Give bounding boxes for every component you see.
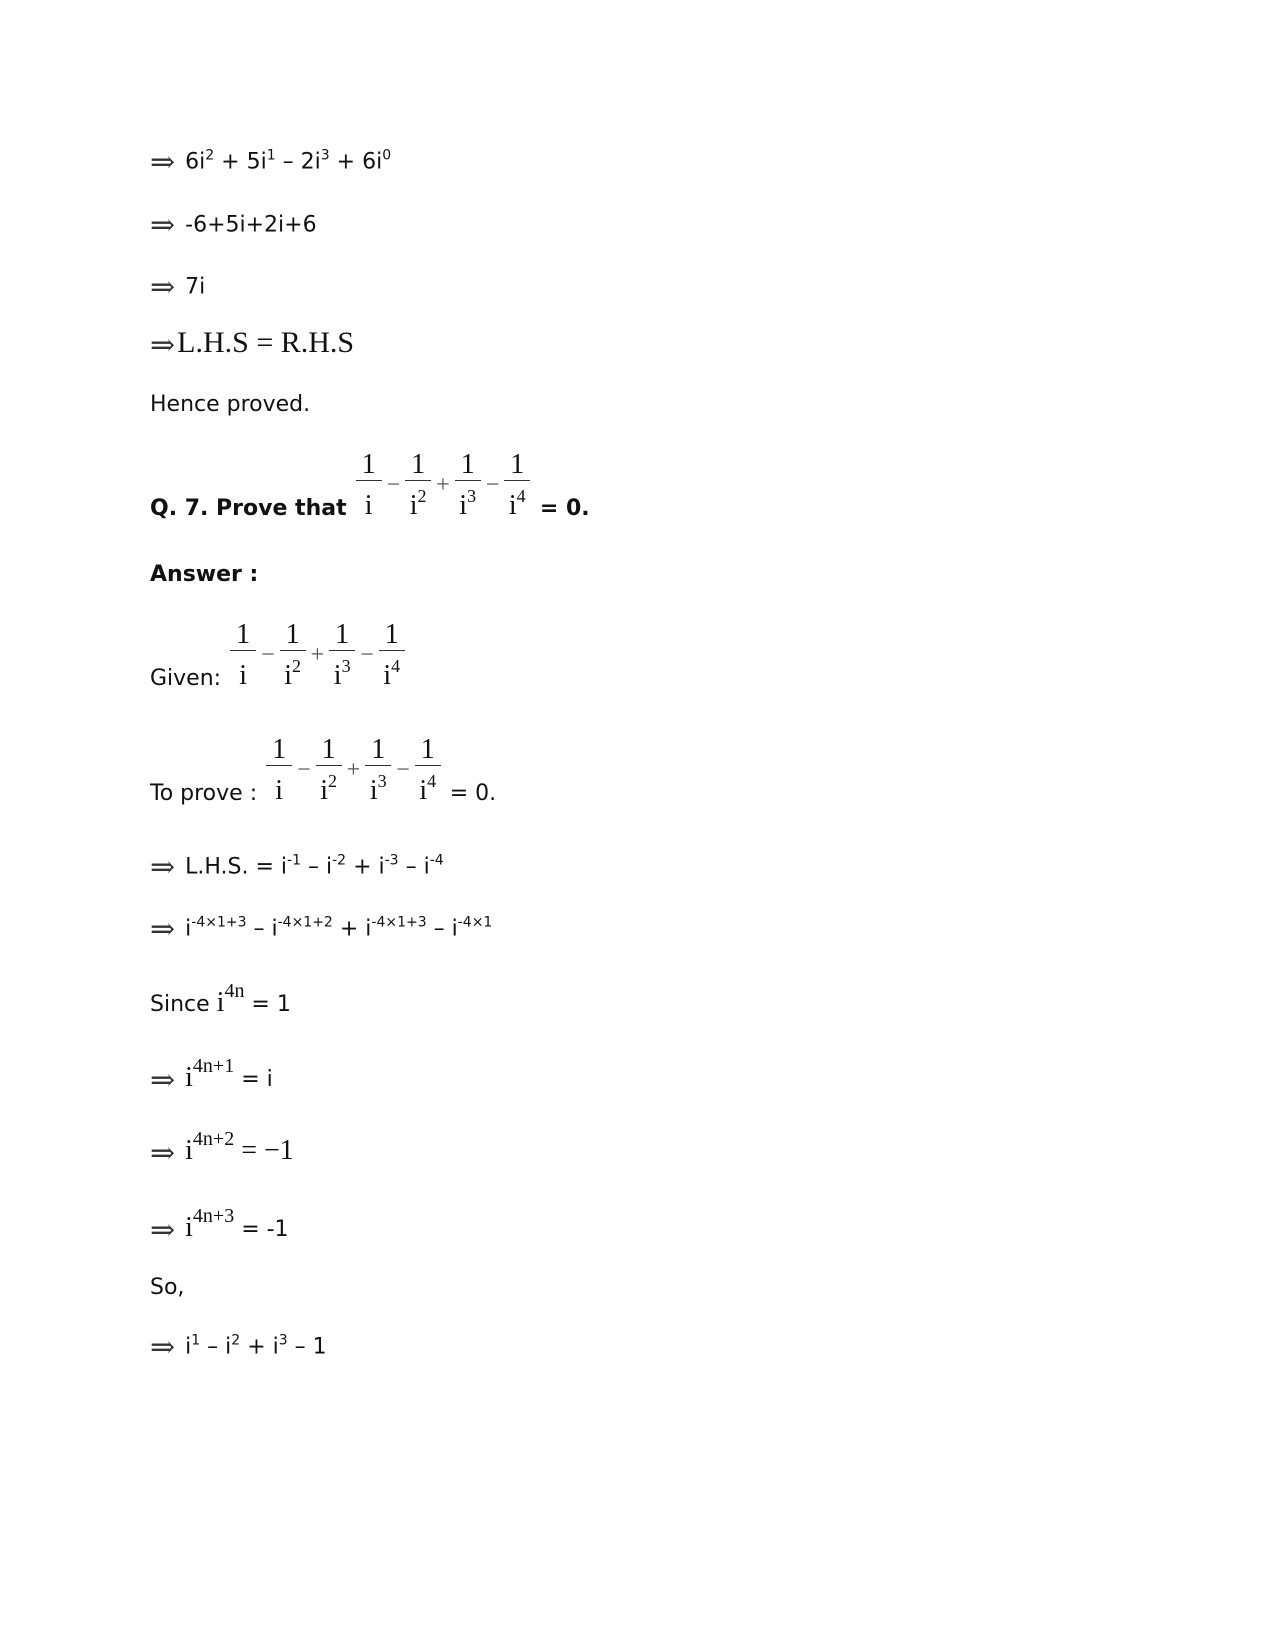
t: 2	[417, 486, 427, 506]
denominator	[239, 651, 247, 691]
t: i	[216, 987, 225, 1018]
numerator: 1	[379, 620, 405, 651]
t: 4n+3	[192, 1205, 235, 1227]
t: 3	[467, 486, 477, 506]
fraction	[266, 735, 292, 806]
t: -4×1+2	[277, 914, 333, 931]
implies-icon: ⇒	[150, 1212, 176, 1248]
rule-4n-plus-2	[150, 1128, 294, 1171]
t: 2	[328, 771, 338, 791]
denominator	[370, 766, 387, 806]
final-line	[150, 1330, 327, 1365]
operator: −	[386, 472, 401, 498]
t: To prove :	[150, 781, 258, 806]
step-line-4	[150, 326, 354, 363]
t: 0	[382, 147, 392, 164]
t: -4×1	[457, 914, 493, 931]
numerator: 1	[504, 450, 530, 481]
fraction	[316, 735, 342, 806]
t: Q. 7. Prove that	[150, 496, 347, 521]
operator: −	[261, 642, 275, 668]
fraction	[230, 620, 256, 691]
hence-proved: Hence proved.	[150, 392, 311, 417]
fraction	[356, 450, 382, 521]
so-label: So,	[150, 1275, 185, 1300]
implies-icon: ⇒	[150, 145, 176, 180]
fraction	[455, 450, 481, 521]
t: – i	[426, 916, 458, 942]
fraction-expression	[264, 735, 443, 806]
denominator	[383, 651, 400, 691]
fraction	[329, 620, 355, 691]
t: i	[185, 1135, 193, 1166]
t: 4	[391, 656, 401, 676]
t: + 5i	[214, 149, 267, 175]
question-7	[150, 450, 590, 521]
t: = 0.	[442, 781, 497, 806]
implies-icon: ⇒	[150, 912, 176, 947]
t: i	[239, 660, 247, 691]
t: + i	[332, 916, 372, 942]
fraction	[280, 620, 306, 691]
t: L.H.S = R.H.S	[177, 326, 355, 359]
numerator: 1	[266, 735, 292, 766]
numerator: 1	[356, 450, 382, 481]
operator: −	[297, 757, 311, 783]
t: – i	[200, 1334, 232, 1360]
t: + i	[346, 854, 385, 880]
numerator: 1	[415, 735, 441, 766]
implies-icon: ⇒	[150, 327, 176, 363]
numerator: 1	[329, 620, 355, 651]
fraction	[365, 735, 391, 806]
numerator: 1	[365, 735, 391, 766]
t: -6+5i+2i+6	[185, 212, 317, 238]
t: – 1	[287, 1334, 327, 1360]
t: i	[383, 660, 392, 691]
t: i	[185, 916, 192, 942]
implies-icon: ⇒	[150, 1330, 176, 1365]
denominator	[459, 481, 476, 521]
numerator: 1	[280, 620, 306, 651]
implies-icon: ⇒	[150, 208, 176, 243]
t: 6i	[185, 149, 206, 175]
t: -2	[332, 852, 347, 869]
t: -4×1+3	[371, 914, 427, 931]
denominator	[284, 651, 301, 691]
numerator: 1	[230, 620, 256, 651]
t: i	[320, 775, 329, 806]
t: -3	[384, 852, 399, 869]
operator: −	[396, 757, 410, 783]
step-line-1	[150, 145, 391, 180]
numerator: 1	[455, 450, 481, 481]
t: 3	[278, 1332, 288, 1349]
denominator	[320, 766, 337, 806]
t: 4n	[224, 980, 245, 1002]
t: i	[275, 775, 283, 806]
step-line-2	[150, 208, 317, 243]
t: 2	[292, 656, 302, 676]
fraction-expression	[354, 450, 533, 521]
t: – i	[398, 854, 430, 880]
denominator	[334, 651, 351, 691]
numerator: 1	[316, 735, 342, 766]
t: i	[419, 775, 428, 806]
t: 4	[516, 486, 526, 506]
t: + i	[240, 1334, 279, 1360]
fraction	[415, 735, 441, 806]
lhs-line	[150, 850, 444, 885]
t: 4n+1	[192, 1055, 235, 1077]
rule-4n-plus-3	[150, 1205, 289, 1248]
t: i	[185, 1212, 193, 1243]
operator: −	[485, 472, 500, 498]
fraction	[379, 620, 405, 691]
t: = 1	[244, 992, 291, 1017]
t: -4	[429, 852, 444, 869]
t: 7i	[185, 274, 206, 300]
answer-heading	[150, 562, 258, 587]
t: 2	[231, 1332, 241, 1349]
implies-icon: ⇒	[150, 1135, 176, 1171]
denominator	[509, 481, 526, 521]
t: i	[459, 490, 468, 521]
t: – i	[246, 916, 278, 942]
t: = i	[234, 1067, 273, 1092]
t: 3	[320, 147, 330, 164]
t: 2	[205, 147, 215, 164]
t: i	[508, 490, 517, 521]
t: L.H.S. = i	[185, 854, 288, 880]
rule-4n-plus-1	[150, 1055, 273, 1098]
t: + 6i	[329, 149, 383, 175]
t: i	[369, 775, 378, 806]
denominator	[410, 481, 427, 521]
fraction	[504, 450, 530, 521]
t: Answer :	[150, 562, 259, 587]
implies-icon: ⇒	[150, 850, 176, 885]
t: i	[284, 660, 293, 691]
denominator	[419, 766, 436, 806]
t: – 2i	[275, 149, 321, 175]
since-line	[150, 980, 291, 1019]
fraction-expression	[228, 620, 407, 691]
t: -1	[287, 852, 301, 869]
t: i	[364, 490, 373, 521]
t: 4	[427, 771, 437, 791]
t: 3	[377, 771, 387, 791]
numerator: 1	[405, 450, 431, 481]
to-prove-line	[150, 735, 496, 806]
given-line	[150, 620, 407, 691]
implies-icon: ⇒	[150, 1062, 176, 1098]
t: – i	[301, 854, 333, 880]
t: = -1	[234, 1217, 289, 1242]
implies-icon: ⇒	[150, 270, 176, 305]
t: 1	[191, 1332, 201, 1349]
operator: +	[346, 757, 361, 783]
operator: +	[310, 642, 325, 668]
exponent-step-line	[150, 912, 492, 947]
t: = −1	[234, 1135, 294, 1166]
t: i	[333, 660, 342, 691]
step-line-3	[150, 270, 205, 305]
t: Given:	[150, 666, 222, 691]
denominator	[275, 766, 283, 806]
operator: +	[436, 472, 450, 498]
t: -4×1+3	[191, 914, 247, 931]
t: 3	[341, 656, 351, 676]
t: 4n+2	[192, 1128, 235, 1150]
t: i	[185, 1334, 192, 1360]
t: i	[185, 1062, 193, 1093]
t: i	[409, 490, 418, 521]
t: 1	[266, 147, 276, 164]
fraction	[405, 450, 431, 521]
t: = 0.	[532, 496, 590, 521]
denominator	[365, 481, 373, 521]
t: Since	[150, 992, 217, 1017]
operator: −	[360, 642, 374, 668]
